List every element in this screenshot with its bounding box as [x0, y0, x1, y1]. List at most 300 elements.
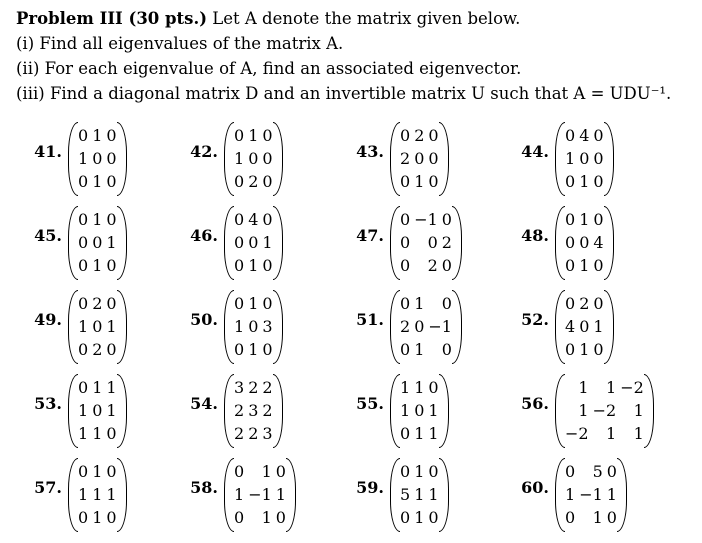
matrix-row — [232, 147, 275, 170]
matrix-row — [398, 231, 454, 254]
problem-number: 48. — [521, 226, 549, 245]
matrix-row — [398, 460, 441, 483]
matrix-row — [398, 315, 454, 338]
matrix-entry: 1 — [248, 294, 259, 313]
problem-19 — [505, 458, 680, 536]
matrix-entry: −2 — [620, 378, 644, 397]
matrix-entry: 1 — [106, 378, 117, 397]
matrix-entry: 0 — [106, 256, 117, 275]
matrix-entry: 1 — [92, 378, 103, 397]
matrix-entries — [563, 376, 646, 445]
matrix-entry: 1 — [592, 508, 603, 527]
matrix-entry: 0 — [427, 233, 438, 252]
matrix-row — [563, 315, 606, 338]
problem-10 — [340, 290, 515, 368]
matrix-entry: 0 — [106, 424, 117, 443]
matrix-row — [563, 460, 619, 483]
matrix-row — [563, 376, 646, 399]
matrix-entry: 2 — [579, 294, 590, 313]
problem-number: 42. — [190, 142, 218, 161]
matrix-entry: 0 — [262, 126, 273, 145]
matrix-row — [563, 338, 606, 361]
matrix-entry: 0 — [565, 126, 576, 145]
matrix-entry: 0 — [234, 462, 245, 481]
matrix-entry: 1 — [565, 485, 576, 504]
matrix-row — [398, 338, 454, 361]
matrix-entries — [76, 376, 119, 445]
matrix-entry: 0 — [606, 508, 617, 527]
matrix-entry: 2 — [441, 233, 452, 252]
problem-number: 43. — [356, 142, 384, 161]
right-parenthesis — [439, 122, 449, 196]
matrix-entry: 1 — [578, 401, 589, 420]
matrix-entry: 0 — [275, 462, 286, 481]
matrix-entry: 1 — [234, 317, 245, 336]
matrix-entry: 0 — [275, 508, 286, 527]
matrix-entry: 2 — [248, 424, 259, 443]
matrix-entries — [76, 208, 119, 277]
matrix-entry: 3 — [248, 401, 259, 420]
matrix-entry: 1 — [92, 126, 103, 145]
matrix-entry: 2 — [262, 378, 273, 397]
matrix-entry: −2 — [592, 401, 617, 420]
matrix-entry: 0 — [428, 126, 439, 145]
matrix-entry: 0 — [414, 149, 425, 168]
matrix-entry: 4 — [565, 317, 576, 336]
matrix — [555, 206, 614, 280]
matrix-entry: 0 — [400, 210, 411, 229]
right-parenthesis — [117, 206, 127, 280]
matrix-entry: 3 — [262, 424, 273, 443]
instruction-3: (iii) Find a diagonal matrix D and an invertible matrix U such that A = UDU⁻¹. — [16, 84, 672, 103]
matrix-entry: 2 — [400, 149, 411, 168]
matrix-row — [76, 170, 119, 193]
matrix-entry: 0 — [428, 462, 439, 481]
matrix-entry: 1 — [106, 317, 117, 336]
matrix-row — [76, 315, 119, 338]
matrix-entry: 0 — [262, 210, 273, 229]
matrix-row — [398, 124, 441, 147]
matrix-entry: 0 — [262, 256, 273, 275]
matrix-entry: 0 — [565, 340, 576, 359]
matrix-row — [232, 460, 288, 483]
matrix-entry: 0 — [106, 508, 117, 527]
problem-8 — [18, 290, 193, 368]
matrix-entry: −1 — [248, 485, 272, 504]
matrix — [224, 374, 283, 448]
matrix-entries — [232, 460, 288, 529]
matrix-entry: 0 — [400, 256, 411, 275]
matrix-row — [232, 422, 275, 445]
matrix-row — [232, 170, 275, 193]
matrix — [555, 374, 654, 448]
matrix-entry: 1 — [92, 256, 103, 275]
matrix-entry: 1 — [261, 462, 272, 481]
matrix-entry: 0 — [400, 508, 411, 527]
matrix-row — [76, 422, 119, 445]
matrix-entry: 0 — [78, 233, 89, 252]
matrix-entry: 0 — [106, 149, 117, 168]
matrix-entry: 1 — [414, 378, 425, 397]
matrix-entry: −1 — [579, 485, 603, 504]
problem-number: 49. — [34, 310, 62, 329]
matrix-entry: 2 — [234, 401, 245, 420]
problem-intro: Let A denote the matrix given below. — [212, 9, 521, 28]
matrix-row — [232, 338, 275, 361]
matrix-entry: 1 — [414, 508, 425, 527]
matrix-entry: 0 — [565, 462, 576, 481]
matrix-entry: 0 — [106, 462, 117, 481]
matrix-entry: 0 — [606, 462, 617, 481]
matrix-entry: 4 — [579, 126, 590, 145]
matrix-entries — [563, 208, 606, 277]
matrix-entry: 5 — [400, 485, 411, 504]
right-parenthesis — [273, 122, 283, 196]
matrix-entry: −2 — [565, 424, 589, 443]
problem-number: 41. — [34, 142, 62, 161]
problem-number: 59. — [356, 478, 384, 497]
right-parenthesis — [117, 374, 127, 448]
matrix-entry: 1 — [78, 401, 89, 420]
matrix-entry: 0 — [441, 256, 452, 275]
matrix-entries — [398, 292, 454, 361]
matrix-row — [563, 231, 606, 254]
matrix-entries — [398, 208, 454, 277]
problem-13 — [174, 374, 349, 452]
matrix-entry: 1 — [92, 508, 103, 527]
problem-4 — [18, 206, 193, 284]
matrix-entry: 1 — [633, 424, 644, 443]
matrix-entry: 0 — [78, 126, 89, 145]
matrix-entry: 0 — [78, 508, 89, 527]
matrix — [224, 206, 283, 280]
matrix-entry: 0 — [248, 317, 259, 336]
matrix — [68, 458, 127, 532]
matrix-entry: 1 — [106, 233, 117, 252]
matrix-row — [398, 292, 454, 315]
matrix-row — [563, 147, 606, 170]
matrix-entry: 1 — [92, 424, 103, 443]
right-parenthesis — [273, 206, 283, 280]
matrix-entry: 0 — [106, 294, 117, 313]
matrix-entry: 1 — [106, 485, 117, 504]
right-parenthesis — [117, 458, 127, 532]
problem-title-line — [16, 6, 671, 31]
matrix-row — [232, 231, 275, 254]
problem-16 — [18, 458, 193, 536]
matrix-row — [76, 147, 119, 170]
matrix-row — [76, 208, 119, 231]
matrix-row — [232, 208, 275, 231]
matrix-row — [76, 124, 119, 147]
matrix-entry: 0 — [234, 294, 245, 313]
matrix-entry: 1 — [414, 462, 425, 481]
matrix-entry: 0 — [579, 149, 590, 168]
matrix-row — [76, 231, 119, 254]
matrix-entry: 0 — [234, 256, 245, 275]
matrix-entry: 1 — [78, 317, 89, 336]
right-parenthesis — [117, 122, 127, 196]
matrix-entry: 0 — [92, 317, 103, 336]
matrix-entry: 0 — [593, 340, 604, 359]
right-parenthesis — [439, 458, 449, 532]
problem-number: 46. — [190, 226, 218, 245]
problem-number: 55. — [356, 394, 384, 413]
matrix-entry: 1 — [579, 340, 590, 359]
matrix-row — [76, 254, 119, 277]
matrix-entry: 1 — [593, 317, 604, 336]
matrix-entry: 1 — [428, 424, 439, 443]
matrix-entry: 1 — [262, 233, 273, 252]
matrix-entry: 0 — [262, 294, 273, 313]
matrix-entry: 0 — [565, 233, 576, 252]
matrix-entry: 0 — [400, 172, 411, 191]
matrix-entries — [232, 292, 275, 361]
matrix-entry: 0 — [593, 126, 604, 145]
matrix-entry: 1 — [579, 172, 590, 191]
matrix-entry: 2 — [234, 424, 245, 443]
matrix-entry: 1 — [414, 485, 425, 504]
matrix-entry: 1 — [606, 485, 617, 504]
matrix-entry: 1 — [261, 508, 272, 527]
matrix-entry: 0 — [593, 149, 604, 168]
matrix-entry: 0 — [262, 172, 273, 191]
matrix-entry: 0 — [400, 462, 411, 481]
matrix-row — [76, 506, 119, 529]
problem-statement — [16, 6, 671, 106]
matrix-row — [76, 376, 119, 399]
matrix-entry: 2 — [400, 317, 411, 336]
matrix-row — [563, 254, 606, 277]
matrix-entry: 2 — [248, 172, 259, 191]
matrix-row — [232, 315, 275, 338]
matrix-entry: 1 — [78, 485, 89, 504]
matrix-entry: 0 — [78, 210, 89, 229]
matrix-row — [232, 124, 275, 147]
matrix-entry: 1 — [248, 126, 259, 145]
matrix-entry: 0 — [106, 126, 117, 145]
problem-0 — [18, 122, 193, 200]
matrix-entry: 1 — [92, 210, 103, 229]
matrix-entry: 0 — [428, 149, 439, 168]
matrix-entry: 0 — [78, 462, 89, 481]
matrix-entry: 1 — [578, 378, 589, 397]
matrix-entry: 0 — [400, 233, 411, 252]
matrix — [390, 374, 449, 448]
matrix-entry: 0 — [565, 210, 576, 229]
problem-11 — [505, 290, 680, 368]
matrix-entry: 1 — [275, 485, 286, 504]
matrix-entry: 0 — [565, 508, 576, 527]
matrix-entry: 0 — [78, 172, 89, 191]
matrix-entry: 0 — [400, 340, 411, 359]
matrix — [224, 122, 283, 196]
problem-number: 57. — [34, 478, 62, 497]
matrix-entries — [398, 460, 441, 529]
matrix-entries — [563, 292, 606, 361]
matrix-entries — [398, 376, 441, 445]
matrix-row — [563, 399, 646, 422]
problem-number: 58. — [190, 478, 218, 497]
matrix-entries — [76, 124, 119, 193]
matrix-entry: 2 — [414, 126, 425, 145]
problem-number: 56. — [521, 394, 549, 413]
matrix-row — [563, 483, 619, 506]
matrix-row — [398, 208, 454, 231]
right-parenthesis — [644, 374, 654, 448]
problem-12 — [18, 374, 193, 452]
problem-5 — [174, 206, 349, 284]
right-parenthesis — [439, 374, 449, 448]
problem-15 — [505, 374, 680, 452]
matrix-entry: 0 — [400, 424, 411, 443]
matrix-entries — [232, 124, 275, 193]
instruction-2: (ii) For each eigenvalue of A, find an associated eigenvector. — [16, 59, 522, 78]
matrix-entry: 0 — [441, 340, 452, 359]
matrix-row — [76, 460, 119, 483]
matrix-entry: 2 — [92, 294, 103, 313]
matrix — [68, 206, 127, 280]
matrix-entry: 1 — [579, 256, 590, 275]
problem-7 — [505, 206, 680, 284]
matrix-entry: 0 — [106, 340, 117, 359]
right-parenthesis — [273, 374, 283, 448]
matrix-entry: 0 — [248, 233, 259, 252]
matrix-entry: 0 — [248, 149, 259, 168]
matrix-entry: 1 — [106, 401, 117, 420]
matrix-entry: 0 — [400, 126, 411, 145]
matrix-entry: 1 — [92, 485, 103, 504]
right-parenthesis — [286, 458, 296, 532]
matrix-entry: 1 — [414, 172, 425, 191]
matrix-entry: 4 — [248, 210, 259, 229]
problem-18 — [340, 458, 515, 536]
matrix-entry: 0 — [579, 317, 590, 336]
matrix-entry: 2 — [262, 401, 273, 420]
matrix-row — [563, 124, 606, 147]
matrix-row — [398, 254, 454, 277]
matrix-entry: 1 — [414, 340, 425, 359]
matrix-entry: 1 — [234, 485, 245, 504]
problem-6 — [340, 206, 515, 284]
matrix-entries — [563, 460, 619, 529]
matrix-entry: 0 — [234, 126, 245, 145]
matrix-row — [76, 483, 119, 506]
matrix-row — [563, 292, 606, 315]
matrix-entry: 1 — [414, 294, 425, 313]
matrix-entry: 1 — [428, 485, 439, 504]
matrix-entry: 1 — [428, 401, 439, 420]
matrix-entry: 1 — [92, 172, 103, 191]
matrix-entry: 2 — [92, 340, 103, 359]
matrix-entry: −1 — [428, 317, 452, 336]
matrix — [68, 374, 127, 448]
matrix-entry: 0 — [441, 294, 452, 313]
matrix-entry: 1 — [633, 401, 644, 420]
matrix-entry: 1 — [579, 210, 590, 229]
matrix-row — [232, 483, 288, 506]
matrix-entry: 2 — [427, 256, 438, 275]
matrix-row — [398, 399, 441, 422]
matrix — [390, 206, 462, 280]
matrix-entry: 0 — [428, 508, 439, 527]
matrix — [555, 458, 627, 532]
matrix-entry: 1 — [606, 378, 617, 397]
matrix-entry: 5 — [592, 462, 603, 481]
matrix-entry: 3 — [234, 378, 245, 397]
matrix-entries — [398, 124, 441, 193]
matrix-row — [232, 254, 275, 277]
matrix-entry: 0 — [92, 233, 103, 252]
matrix-entry: 0 — [106, 210, 117, 229]
matrix-entry: 0 — [78, 256, 89, 275]
matrix-entry: 4 — [593, 233, 604, 252]
matrix-problems-grid — [0, 122, 702, 542]
matrix-entry: 0 — [78, 378, 89, 397]
matrix-row — [563, 422, 646, 445]
matrix — [390, 290, 462, 364]
matrix-entry: 0 — [400, 294, 411, 313]
matrix-entry: 0 — [428, 378, 439, 397]
matrix-row — [76, 338, 119, 361]
matrix-row — [76, 399, 119, 422]
matrix-entry: 0 — [579, 233, 590, 252]
right-parenthesis — [117, 290, 127, 364]
matrix-entry: 0 — [262, 149, 273, 168]
right-parenthesis — [452, 206, 462, 280]
matrix-entry: 1 — [78, 149, 89, 168]
matrix-entry: 0 — [593, 210, 604, 229]
matrix-row — [232, 376, 275, 399]
matrix-entry: 1 — [78, 424, 89, 443]
matrix — [224, 290, 283, 364]
problem-1 — [174, 122, 349, 200]
matrix-row — [563, 208, 606, 231]
matrix — [68, 290, 127, 364]
matrix-entry: 0 — [428, 172, 439, 191]
matrix-entries — [76, 460, 119, 529]
matrix-entry: 0 — [234, 233, 245, 252]
matrix-entry: 1 — [92, 462, 103, 481]
matrix-row — [563, 506, 619, 529]
problem-number: 44. — [521, 142, 549, 161]
matrix-entry: 0 — [593, 256, 604, 275]
matrix — [555, 122, 614, 196]
matrix-entries — [232, 208, 275, 277]
matrix-entry: 0 — [234, 508, 245, 527]
matrix-entry: 0 — [92, 149, 103, 168]
problem-14 — [340, 374, 515, 452]
matrix-entry: 1 — [414, 424, 425, 443]
matrix-entry: 0 — [92, 401, 103, 420]
matrix-entry: 1 — [606, 424, 617, 443]
matrix-entry: 0 — [565, 256, 576, 275]
matrix-entries — [563, 124, 606, 193]
matrix-entry: 0 — [234, 210, 245, 229]
matrix-entry: 1 — [400, 378, 411, 397]
instruction-1: (i) Find all eigenvalues of the matrix A. — [16, 34, 344, 53]
matrix — [390, 458, 449, 532]
problem-9 — [174, 290, 349, 368]
matrix-row — [398, 422, 441, 445]
matrix-entry: 0 — [414, 401, 425, 420]
problem-2 — [340, 122, 515, 200]
matrix-entry: 0 — [441, 210, 452, 229]
matrix-entry: 0 — [414, 317, 425, 336]
right-parenthesis — [604, 206, 614, 280]
problem-3 — [505, 122, 680, 200]
matrix-entry: 0 — [234, 172, 245, 191]
